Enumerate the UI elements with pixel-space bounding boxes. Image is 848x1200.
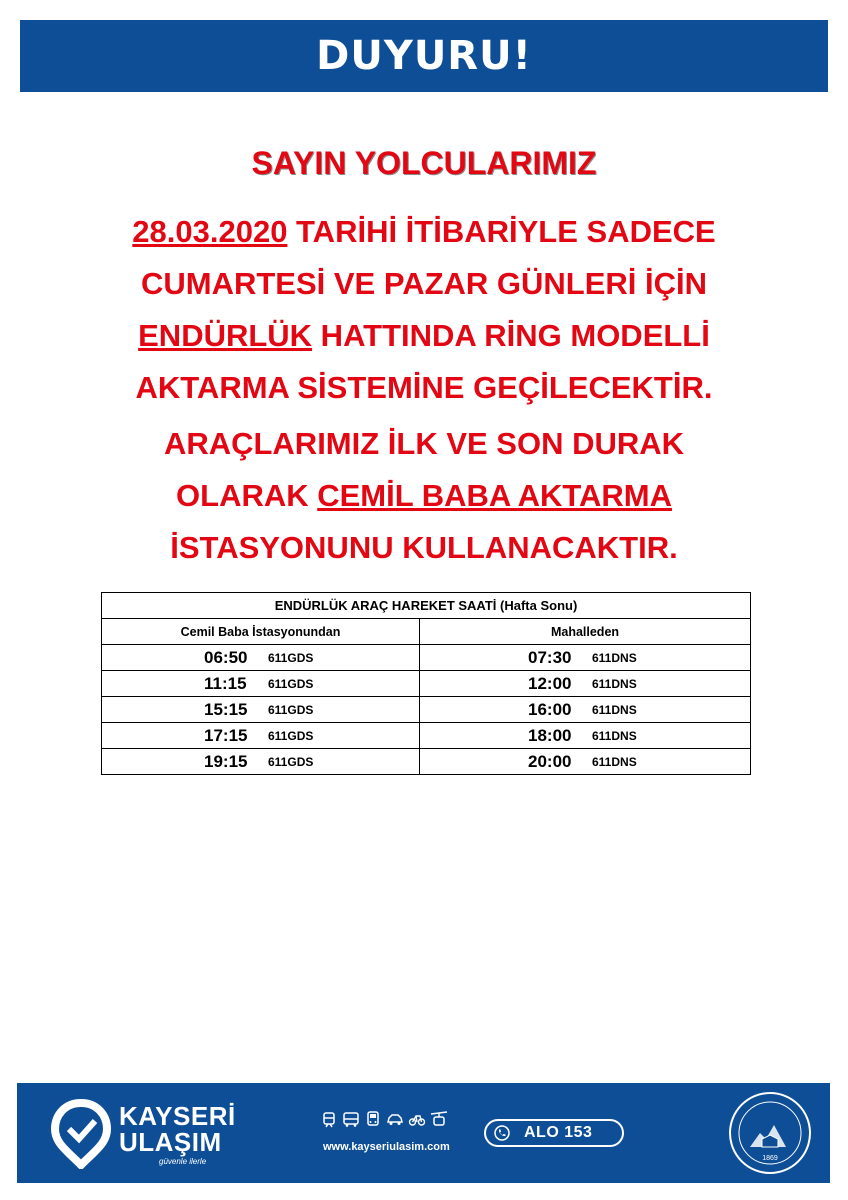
notice-paragraph-1	[0, 206, 848, 414]
route-code: 611GDS	[268, 702, 314, 717]
notice-p1-line3: ENDÜRLÜK HATTINDA RİNG MODELLİ	[138, 318, 710, 353]
departure-time: 17:15	[204, 725, 248, 745]
schedule-table	[101, 592, 751, 775]
column-header-from-neighbourhood: Mahalleden	[420, 619, 751, 645]
line-name: ENDÜRLÜK	[138, 318, 313, 353]
route-code: 611DNS	[592, 728, 637, 743]
route-code: 611GDS	[268, 676, 314, 691]
departure-from-neighbourhood	[420, 645, 751, 671]
brand-tagline: güvenle ilerle	[159, 1157, 207, 1166]
notice-p1-line1: 28.03.2020 TARİHİ İTİBARİYLE SADECE	[132, 214, 716, 249]
notice-p1-line2: CUMARTESİ VE PAZAR GÜNLERİ İÇİN	[140, 266, 708, 301]
departure-from-neighbourhood	[420, 671, 751, 697]
effective-date: 28.03.2020	[132, 214, 288, 249]
route-code: 611DNS	[592, 754, 637, 769]
schedule-title-row	[102, 593, 751, 619]
departure-from-neighbourhood	[420, 749, 751, 775]
departure-from-station	[102, 749, 420, 775]
schedule-row	[102, 697, 751, 723]
brand-line-2: ULAŞIM	[119, 1127, 222, 1157]
cable-car-icon	[430, 1110, 448, 1128]
station-name: CEMİL BABA AKTARMA	[317, 478, 672, 513]
schedule-row	[102, 749, 751, 775]
route-code: 611DNS	[592, 650, 637, 665]
notice-p2-line3: İSTASYONUNU KULLANACAKTIR.	[170, 530, 678, 565]
departure-time: 20:00	[528, 751, 572, 771]
brand-line-1: KAYSERİ	[119, 1101, 236, 1131]
schedule-row	[102, 723, 751, 749]
departure-from-station	[102, 697, 420, 723]
header-title: DUYURU!	[316, 33, 532, 79]
departure-time: 12:00	[528, 673, 572, 693]
notice-p2-line2: OLARAK CEMİL BABA AKTARMA	[176, 478, 672, 513]
schedule-row	[102, 645, 751, 671]
route-code: 611DNS	[592, 676, 637, 691]
departure-from-station	[102, 671, 420, 697]
bicycle-icon	[408, 1110, 426, 1128]
departure-from-neighbourhood	[420, 723, 751, 749]
departure-time: 19:15	[204, 751, 248, 771]
salutation: SAYIN YOLCULARIMIZ	[251, 145, 597, 181]
bus-icon	[342, 1110, 360, 1128]
website-link[interactable]: www.kayseriulasim.com	[323, 1141, 450, 1153]
departure-time: 07:30	[528, 647, 572, 667]
announcement-header	[20, 20, 828, 92]
departure-time: 16:00	[528, 699, 572, 719]
hotline-badge[interactable]	[484, 1119, 624, 1147]
route-code: 611GDS	[268, 754, 314, 769]
departure-time: 06:50	[204, 647, 248, 667]
location-pin-logo-icon	[51, 1099, 111, 1169]
footer-bar	[17, 1083, 830, 1183]
notice-paragraph-2	[0, 418, 848, 574]
hotline-number: ALO 153	[524, 1124, 593, 1141]
column-header-from-station: Cemil Baba İstasyonundan	[102, 619, 420, 645]
departure-time: 18:00	[528, 725, 572, 745]
schedule-row	[102, 671, 751, 697]
schedule-title: ENDÜRLÜK ARAÇ HAREKET SAATİ (Hafta Sonu)	[102, 593, 751, 619]
bus-front-icon	[364, 1110, 382, 1128]
route-code: 611GDS	[268, 728, 314, 743]
phone-icon	[494, 1125, 510, 1141]
car-icon	[386, 1110, 404, 1128]
departure-from-station	[102, 645, 420, 671]
departure-from-neighbourhood	[420, 697, 751, 723]
municipality-seal-icon	[728, 1091, 812, 1175]
route-code: 611DNS	[592, 702, 637, 717]
brand-logo	[119, 1103, 236, 1166]
notice-p2-line1: ARAÇLARIMIZ İLK VE SON DURAK	[163, 426, 685, 461]
tram-icon	[320, 1110, 338, 1128]
transport-icons	[320, 1110, 448, 1128]
departure-from-station	[102, 723, 420, 749]
departure-time: 15:15	[204, 699, 248, 719]
notice-p1-line4: AKTARMA SİSTEMİNE GEÇİLECEKTİR.	[135, 370, 713, 405]
departure-time: 11:15	[204, 673, 247, 693]
seal-year: 1869	[762, 1155, 778, 1162]
schedule-column-header-row	[102, 619, 751, 645]
route-code: 611GDS	[268, 650, 314, 665]
